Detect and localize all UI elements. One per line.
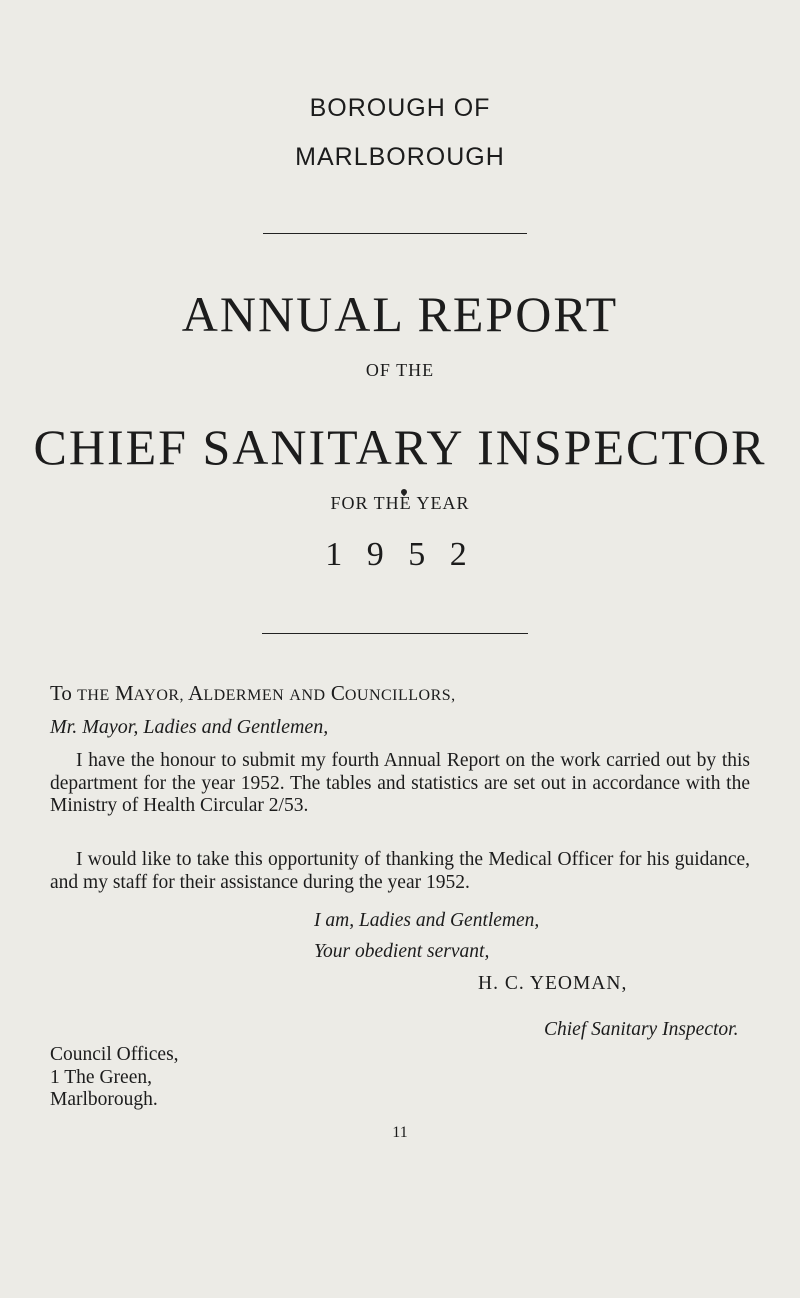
the-word: THE [77,687,110,704]
greeting: Mr. Mayor, Ladies and Gentlemen, [50,716,329,738]
paragraph-2: I would like to take this opportunity of thanking the Medical Officer for his guidance, and my staff for their assistance during the year 1952. [50,849,750,893]
top-divider [263,233,527,234]
mayor-rest: AYOR, [133,687,185,704]
closing-line-1: I am, Ladies and Gentlemen, [314,910,540,931]
header-borough: BOROUGH OF [309,94,491,122]
mayor-initial: M [114,681,134,705]
header-town: MARLBOROUGH [295,143,505,171]
signature-title: Chief Sanitary Inspector. [544,1019,739,1040]
sender-address [50,1044,179,1112]
report-title: ANNUAL REPORT [181,286,619,342]
address-line: 1 The Green, [50,1066,152,1088]
address-line: Council Offices, [50,1044,179,1065]
office-title: CHIEF SANITARY INSPECTOR [33,419,767,475]
councillors-initial: C [330,681,345,705]
aldermen-initial: A [188,681,204,705]
bottom-divider [262,633,528,634]
closing-line-2: Your obedient servant, [314,941,490,962]
report-year: 1 9 5 2 [325,536,475,573]
and-word: AND [289,687,326,704]
address-line: Marlborough. [50,1089,158,1110]
to-word: To [50,681,72,705]
councillors-rest: OUNCILLORS, [344,687,456,704]
for-the-year-label: FOR THE YEAR [330,493,470,513]
page-number: 11 [392,1124,408,1141]
of-the-label: OF THE [365,360,435,380]
paragraph-1: I have the honour to submit my fourth Annual Report on the work carried out by this department for the year 1952. The tables and statistics are set out in accordance with the Ministry of Health Circular 2/53. [50,750,750,816]
aldermen-rest: LDERMEN [203,687,285,704]
signature-name: H. C. YEOMAN, [478,973,628,994]
addressee-line [50,683,456,704]
